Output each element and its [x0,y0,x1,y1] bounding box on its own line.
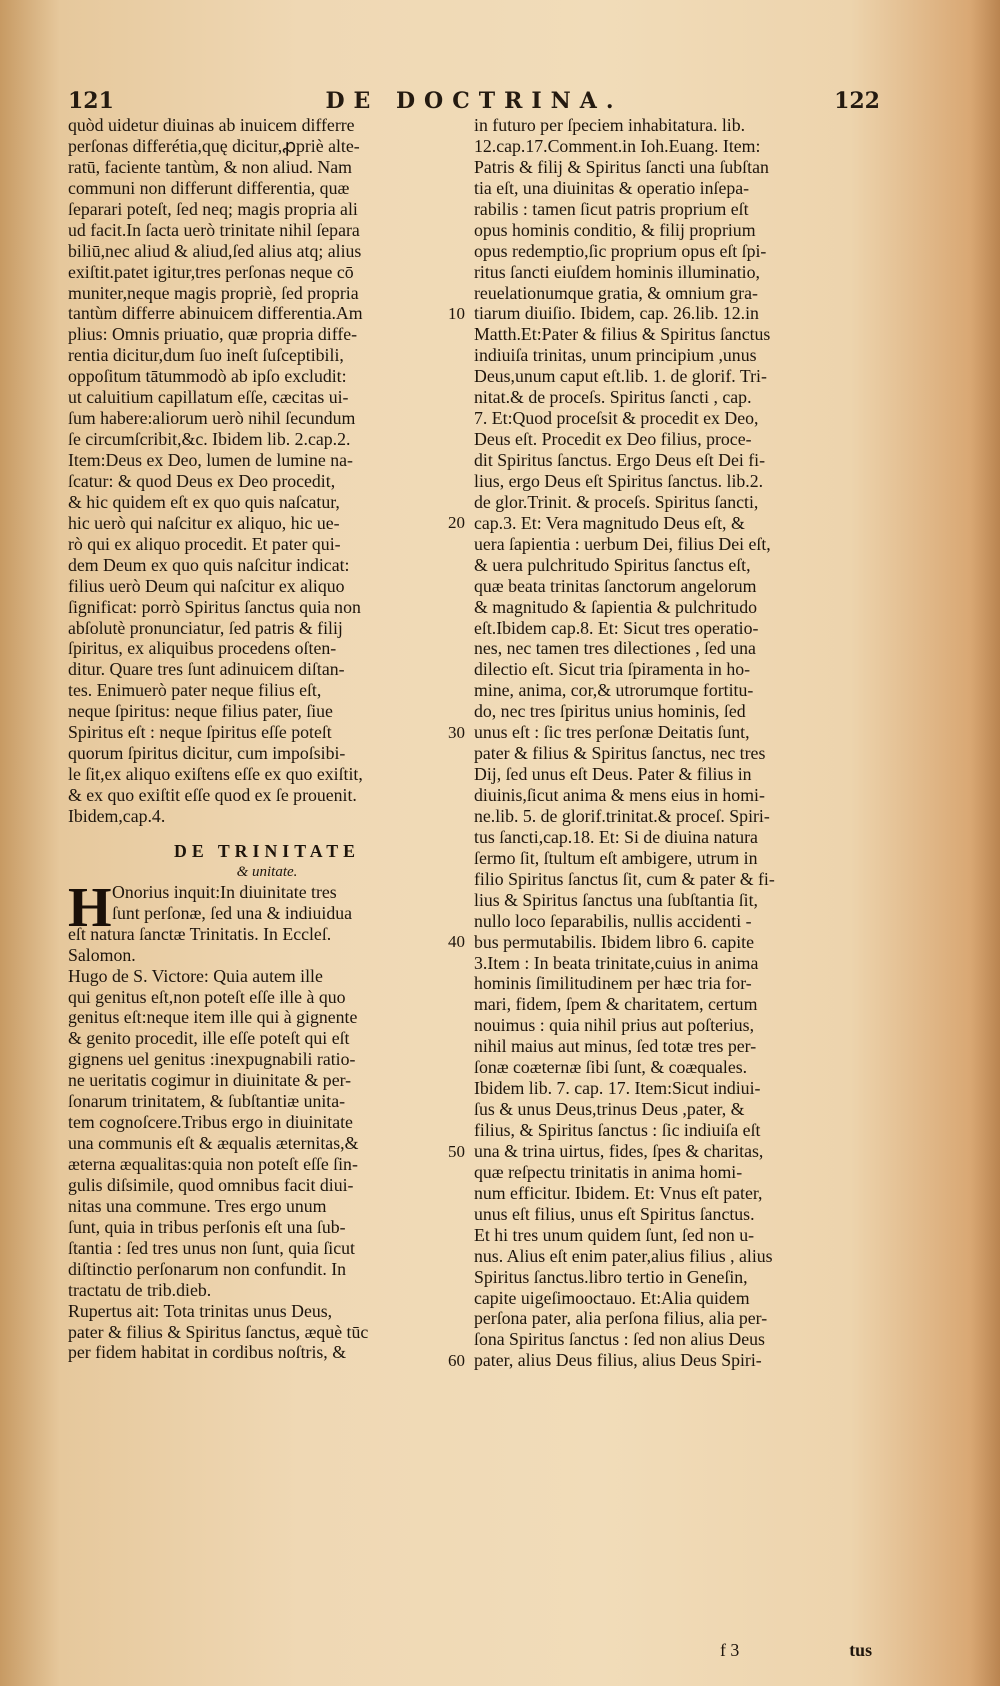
text-line: ſonarum trinitatem, & ſubſtantiæ unita- [68,1091,346,1112]
text-line: ratū, faciente tantùm, & non aliud. Nam [68,156,352,177]
text-line: perſona pater, alia perſona filius, alia per- [474,1308,768,1329]
text-line: Deus eſt. Procedit ex Deo filius, proce- [474,429,752,450]
section-subheading: & unitate. [236,863,298,880]
text-line: Ibidem,cap.4. [68,805,166,826]
text-line: quòd uidetur diuinas ab inuicem differre [68,115,355,135]
text-line: Patris & filij & Spiritus ſancti una ſubſtan [474,156,769,177]
text-line: indiuiſa trinitas, unum principium ,unus [474,345,757,366]
text-line: ſe circumſcribit,&c. Ibidem lib. 2.cap.2. [68,429,351,450]
text-line: nitas una commune. Tres ergo unum [68,1195,327,1216]
line-number: 60 [448,1351,465,1371]
text-line: eſt.Ibidem cap.8. Et: Sicut tres operatio- [474,617,759,638]
text-line: pater & filius & Spiritus ſanctus, nec tres [474,743,766,764]
text-line: tes. Enimuerò pater neque filius eſt, [68,680,322,701]
running-title: DE DOCTRINA. [325,88,623,114]
text-line: tus ſancti,cap.18. Et: Si de diuina natura [474,826,758,847]
text-line: abſolutè pronunciatur, ſed patris & filij [68,617,343,638]
text-line: Spiritus ſanctus.libro tertio in Geneſin, [474,1266,748,1287]
text-line: quorum ſpiritus dicitur, cum impoſsibi- [68,743,346,764]
text-line: perſonas differétia,quę dicitur,ꝓpriè alte- [68,135,360,156]
text-line: Deus,unum caput eſt.lib. 1. de glorif. Tri- [474,366,767,387]
catchword: tus [849,1640,872,1660]
text-line: æterna æqualitas:quia non poteſt eſſe ſin- [68,1154,358,1175]
text-line: de glor.Trinit. & proceſs. Spiritus ſancti, [474,491,759,512]
text-line: mine, anima, cor,& utrorumque fortitu- [474,680,754,701]
text-line: & ex quo exiſtit eſſe quod ex ſe prouenit. [68,785,357,805]
text-line: filius, & Spiritus ſanctus : ſic indiuiſa eſt [474,1120,761,1140]
text-line: & hic quidem eſt ex quo quis naſcatur, [68,491,340,512]
text-line: tantùm differre abinuicem differentia.Am [68,303,363,324]
text-line: neque ſpiritus: neque filius pater, ſiue [68,701,333,722]
text-line: ſum habere:aliorum uerò nihil ſecundum [68,408,356,429]
text-line: qui genitus eſt,non poteſt eſſe ille à quo [68,986,346,1007]
text-line: ſus & unus Deus,trinus Deus ,pater, & [474,1099,745,1120]
folio-number-left: 121 [68,88,114,114]
text-line: lius, ergo Deus eſt Spiritus ſanctus. lib.2. [474,470,764,491]
text-line: ne.lib. 5. de glorif.trinitat.& proceſ. Spiri- [474,805,770,826]
text-line: rò qui ex aliquo procedit. Et pater qui- [68,533,341,554]
text-line: nes, nec tamen tres dilectiones , ſed una [474,638,756,659]
text-line: & magnitudo & ſapientia & pulchritudo [474,596,757,617]
text-line: & uera pulchritudo Spiritus ſanctus eſt, [474,554,751,575]
text-line: ſermo ſit, ſtultum eſt ambigere, utrum in [474,847,758,868]
text-line: genitus eſt:neque item ille qui à gignente [68,1007,358,1028]
text-line: per fidem habitat in cordibus noſtris, & [68,1342,347,1363]
line-number: 50 [448,1141,465,1161]
text-line: do, nec tres ſpiritus unius hominis, ſed [474,701,746,722]
text-line: le ſit,ex aliquo exiſtens eſſe ex quo exiſtit, [68,764,363,785]
line-number: 40 [448,932,465,952]
text-line: tractatu de trib.dieb. [68,1279,212,1300]
text-line: ſonæ coæternæ ſibi ſunt, & coæquales. [474,1057,748,1078]
left-text-column [68,115,466,1363]
text-line: reuelationumque gratia, & omnium gra- [474,282,758,303]
text-line: gulis diſsimile, quod omnibus facit diui- [68,1174,354,1195]
text-line: Hugo de S. Victore: Quia autem ille [68,965,323,986]
text-line: ne ueritatis cogimur in diuinitate & per- [68,1070,352,1091]
text-line: Et hi tres unum quidem ſunt, ſed non u- [474,1224,755,1245]
text-line: lius & Spiritus ſanctus una ſubſtantia ſit, [474,889,758,910]
text-line: ud facit.In ſacta uerò trinitate nihil ſepara [68,219,360,240]
text-line: uera ſapientia : uerbum Dei, filius Dei eſt, [474,533,771,554]
text-line: cap.3. Et: Vera magnitudo Deus eſt, & [474,512,745,533]
text-line: nullo loco ſeparabilis, nullis accidenti - [474,910,752,931]
text-line: 3.Item : In beata trinitate,cuius in anima [474,952,759,973]
text-line: rentia dicitur,dum ſuo ineſt ſuſceptibili, [68,345,344,366]
text-line: bus permutabilis. Ibidem libro 6. capite [474,931,754,952]
text-line: dit Spiritus ſanctus. Ergo Deus eſt Dei fi- [474,450,766,470]
text-line: mari, fidem, ſpem & charitatem, certum [474,994,758,1015]
text-line: ſcatur: & quod Deus ex Deo procedit, [68,470,336,491]
text-line: unus eſt : ſic tres perſonæ Deitatis ſunt, [474,722,750,743]
line-number: 10 [448,303,465,323]
text-line: Dij, ſed unus eſt Deus. Pater & filius in [474,764,752,785]
text-line: ſeparari poteſt, ſed neq; magis propria ali [68,198,358,219]
text-line: ritus ſancti eiuſdem hominis illuminatio, [474,261,760,282]
text-line: ſpiritus, ex aliquibus procedens oſten- [68,638,337,659]
text-line: exiſtit.patet igitur,tres perſonas neque cō [68,261,354,282]
text-line: ſunt perſonæ, ſed una & indiuidua [112,902,353,923]
text-line: pater & filius & Spiritus ſanctus, æquè tūc [68,1321,369,1342]
running-header [68,88,880,118]
text-line: oppoſitum tātummodò ab ipſo excludit: [68,366,347,387]
text-line: pater, alius Deus filius, alius Deus Spiri- [474,1350,762,1371]
text-line: tem cognoſcere.Tribus ergo in diuinitate [68,1112,353,1133]
text-line: Spiritus eſt : neque ſpiritus eſſe poteſt [68,722,332,743]
text-line: tiarum diuiſio. Ibidem, cap. 26.lib. 12.in [474,303,759,324]
text-line: in futuro per ſpeciem inhabitatura. lib. [474,115,746,135]
text-line: opus redemptio,ſic proprium opus eſt ſpi- [474,240,767,261]
text-line: biliū,nec aliud & aliud,ſed alius atq; alius [68,240,362,261]
text-line: tia eſt, una diuinitas & operatio inſepa- [474,177,750,198]
text-line: ſignificat: porrò Spiritus ſanctus quia non [68,596,361,617]
text-line: nouimus : quia nihil prius aut poſterius, [474,1015,755,1036]
text-line: ſunt, quia in tribus perſonis eſt una ſub- [68,1216,346,1237]
text-line: Rupertus ait: Tota trinitas unus Deus, [68,1300,333,1321]
text-line: plius: Omnis priuatio, quæ propria diffe- [68,324,358,345]
text-line: 12.cap.17.Comment.in Ioh.Euang. Item: [474,135,761,156]
text-line: nihil maius aut minus, ſed totæ tres per- [474,1036,757,1057]
drop-cap-letter: H [68,876,112,939]
text-line: num efficitur. Ibidem. Et: Vnus eſt pater, [474,1182,763,1203]
folio-number-right: 122 [834,88,880,114]
text-line: nus. Alius eſt enim pater,alius filius , alius [474,1245,773,1266]
text-line: filio Spiritus ſanctus ſit, cum & pater & fi- [474,868,775,889]
line-number: 20 [448,513,465,533]
text-line: communi non differunt differentia, quæ [68,177,350,198]
text-line: quæ reſpectu trinitatis in anima homi- [474,1161,743,1182]
text-line: 7. Et:Quod proceſsit & procedit ex Deo, [474,408,759,429]
text-line: hic uerò qui naſcitur ex aliquo, hic ue- [68,512,340,533]
text-line: gignens uel genitus :inexpugnabili ratio- [68,1049,356,1070]
text-line: ſona Spiritus ſanctus : ſed non alius Deus [474,1329,765,1350]
text-line: capite uigeſimooctauo. Et:Alia quidem [474,1287,750,1308]
text-line: Matth.Et:Pater & filius & Spiritus ſanctus [474,324,771,345]
signature-mark: f 3 [720,1640,740,1660]
right-text-column [474,115,872,1371]
text-line: unus eſt filius, unus eſt Spiritus ſanctus. [474,1203,755,1224]
text-line: Salomon. [68,944,136,965]
text-line: una communis eſt & æqualis æternitas,& [68,1133,359,1154]
text-line: diſtinctio perſonarum non confundit. In [68,1258,347,1279]
text-line: ut caluitium capillatum eſſe, cæcitas ui- [68,387,349,408]
text-line: dem Deum ex quo quis naſcitur indicat: [68,554,350,575]
page-footer [474,1640,872,1662]
text-line: & genito procedit, ille eſſe poteſt qui eſt [68,1028,350,1049]
text-line: Onorius inquit:In diuinitate tres [112,881,337,902]
text-line: filius uerò Deum qui naſcitur ex aliquo [68,575,345,596]
line-number: 30 [448,722,465,742]
text-line: Ibidem lib. 7. cap. 17. Item:Sicut indiui- [474,1078,761,1099]
text-line: quæ beata trinitas ſanctorum angelorum [474,575,757,596]
text-line: opus hominis conditio, & filij proprium [474,219,756,240]
text-line: Item:Deus ex Deo, lumen de lumine na- [68,450,353,470]
text-line: diuinis,ſicut anima & mens eius in homi- [474,785,765,805]
text-line: eſt natura ſanctæ Trinitatis. In Eccleſ. [68,923,332,944]
text-line: hominis ſimilitudinem per hæc tria for- [474,973,752,994]
text-line: rabilis : tamen ſicut patris proprium eſt [474,198,749,219]
section-heading: DE TRINITATE [174,840,360,861]
text-line: dilectio eſt. Sicut tria ſpiramenta in ho- [474,659,751,680]
text-line: nitat.& de proceſs. Spiritus ſancti , cap. [474,387,752,408]
text-line: ſtantia : ſed tres unus non ſunt, quia ſicut [68,1237,355,1258]
text-line: una & trina uirtus, fides, ſpes & charitas, [474,1140,764,1161]
text-line: ditur. Quare tres ſunt adinuicem diſtan- [68,659,345,680]
text-line: muniter,neque magis propriè, ſed propria [68,282,359,303]
